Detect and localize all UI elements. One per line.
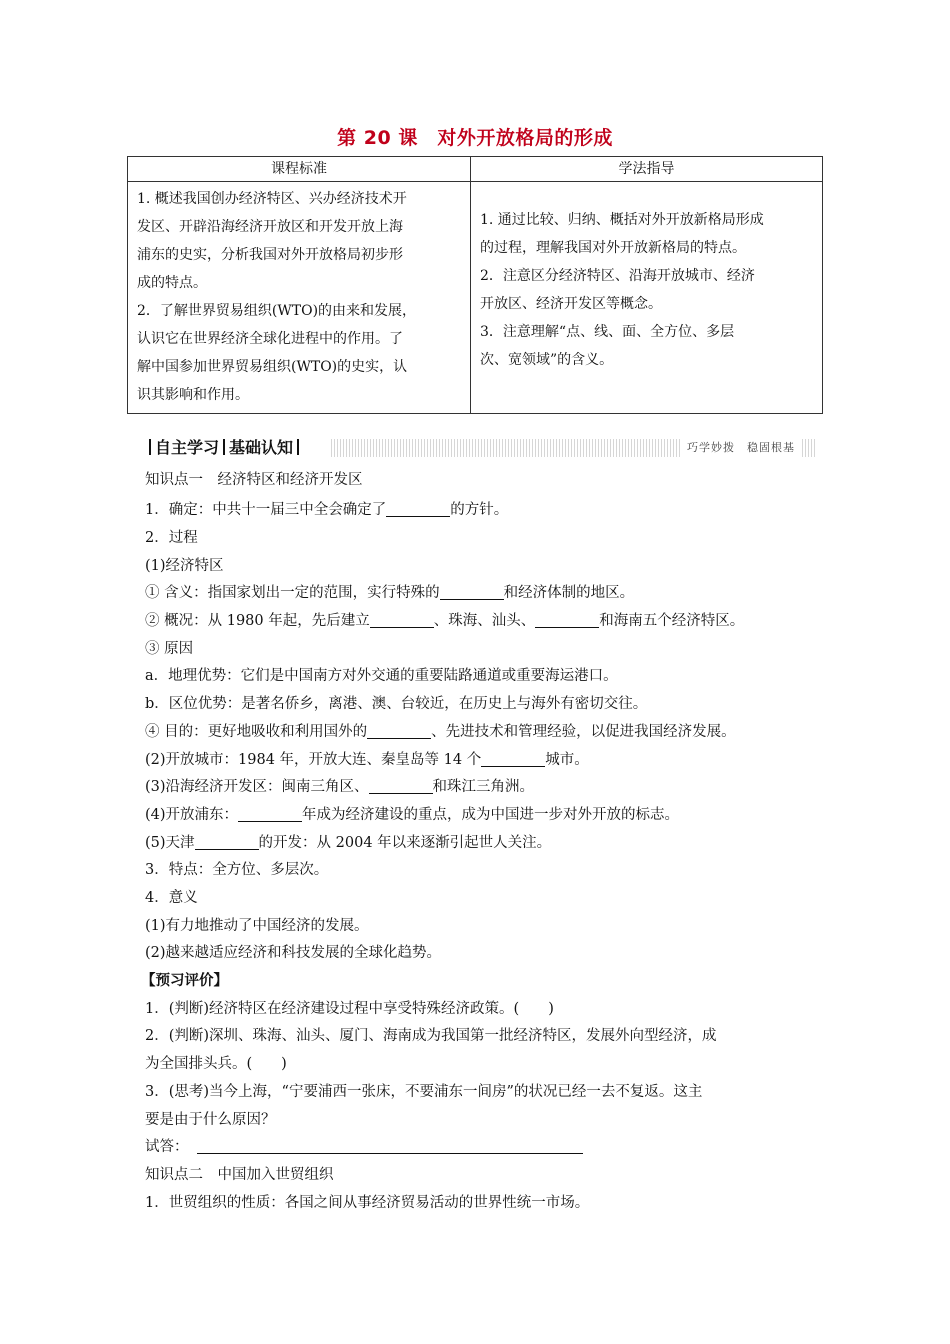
- text-segment: 城市。: [545, 752, 589, 768]
- text-segment: 要是由于什么原因？: [145, 1112, 276, 1128]
- text-segment: ④ 目的：更好地吸收和利用国外的: [145, 724, 368, 740]
- text-segment: 3．特点：全方位、多层次。: [145, 862, 329, 878]
- fill-blank[interactable]: [370, 612, 434, 628]
- guidance-line: 2．注意区分经济特区、沿海开放城市、经济: [480, 268, 755, 284]
- text-line: [145, 1052, 287, 1073]
- text-segment: ① 含义：指国家划出一定的范围，实行特殊的: [145, 585, 440, 601]
- banner-tag: 巧学妙拨 稳固根基: [681, 439, 801, 457]
- text-line: [145, 1080, 702, 1101]
- standard-line: 认识它在世界经济全球化进程中的作用。了: [137, 331, 403, 347]
- banner-part1: 自主学习: [155, 438, 220, 457]
- guidance-line: 3．注意理解“点、线、面、全方位、多层: [480, 324, 735, 340]
- standard-line: 1. 概述我国创办经济特区、兴办经济技术开: [137, 191, 407, 207]
- text-line: [145, 581, 634, 602]
- text-line: [145, 1108, 276, 1129]
- text-line: [145, 886, 198, 907]
- text-segment: 、先进技术和管理经验，以促进我国经济发展。: [431, 724, 736, 740]
- text-line: [145, 1135, 583, 1156]
- table-header-row: [128, 157, 823, 182]
- text-segment: 1．世贸组织的性质：各国之间从事经济贸易活动的世界性统一市场。: [145, 1195, 590, 1211]
- text-line: [145, 1024, 717, 1045]
- text-segment: 、珠海、汕头、: [433, 613, 536, 629]
- divider-bar: [297, 439, 299, 455]
- text-segment: 【预习评价】: [141, 972, 228, 989]
- text-segment: (1)经济特区: [145, 558, 224, 574]
- answer-line[interactable]: [197, 1138, 583, 1154]
- standard-line: 解中国参加世界贸易组织(WTO)的史实，认: [137, 359, 408, 375]
- text-segment: 试答：: [145, 1139, 189, 1155]
- fill-blank[interactable]: [386, 501, 450, 517]
- text-line: [145, 831, 551, 852]
- standard-line: 识其影响和作用。: [137, 387, 249, 403]
- header-standard: 课程标准: [128, 157, 471, 182]
- text-segment: (4)开放浦东：: [145, 807, 239, 823]
- text-line: [145, 775, 534, 796]
- text-segment: 4．意义: [145, 890, 198, 906]
- text-segment: 和海南五个经济特区。: [599, 613, 745, 629]
- fill-blank[interactable]: [195, 834, 259, 850]
- standard-line: 浦东的史实，分析我国对外开放格局初步形: [137, 247, 403, 263]
- text-segment: (2)越来越适应经济和科技发展的全球化趋势。: [145, 945, 442, 961]
- text-line: [145, 803, 679, 824]
- text-line: [145, 748, 589, 769]
- text-segment: 1．(判断)经济特区在经济建设过程中享受特殊经济政策。( ): [145, 1001, 554, 1017]
- text-segment: 2．(判断)深圳、珠海、汕头、厦门、海南成为我国第一批经济特区，发展外向型经济，成: [145, 1028, 717, 1044]
- text-line: [145, 554, 224, 575]
- guidance-line: 的过程，理解我国对外开放新格局的特点。: [480, 240, 746, 256]
- text-segment: (1)有力地推动了中国经济的发展。: [145, 918, 369, 934]
- text-segment: 为全国排头兵。( ): [145, 1056, 287, 1072]
- text-segment: 的方针。: [450, 502, 509, 518]
- text-line: [145, 941, 441, 962]
- table-row: [128, 182, 823, 414]
- text-segment: 2．过程: [145, 530, 198, 546]
- banner-heading: [145, 437, 303, 459]
- text-line: [145, 858, 328, 879]
- fill-blank[interactable]: [238, 806, 302, 822]
- text-segment: 知识点一 经济特区和经济开发区: [145, 472, 363, 488]
- text-line: [145, 637, 193, 658]
- text-line: [145, 1163, 334, 1184]
- text-line: [145, 914, 369, 935]
- text-line: [141, 969, 228, 990]
- standard-line: 发区、开辟沿海经济开放区和开发开放上海: [137, 219, 403, 235]
- text-line: [145, 720, 736, 741]
- text-line: [145, 664, 618, 685]
- text-segment: 年成为经济建设的重点，成为中国进一步对外开放的标志。: [302, 807, 680, 823]
- guidance-line: 1. 通过比较、归纳、概括对外开放新格局形成: [480, 212, 764, 228]
- standard-line: 2．了解世界贸易组织(WTO)的由来和发展，: [137, 303, 417, 319]
- divider-bar: [149, 439, 151, 455]
- fill-blank[interactable]: [535, 612, 599, 628]
- text-line: [145, 526, 198, 547]
- guidance-cell: [471, 182, 823, 414]
- standard-line: 成的特点。: [137, 275, 207, 291]
- header-guidance: 学法指导: [471, 157, 823, 182]
- text-segment: ③ 原因: [145, 641, 194, 657]
- text-segment: 1．确定：中共十一届三中全会确定了: [145, 502, 387, 518]
- text-segment: 的开发：从 2004 年以来逐渐引起世人关注。: [258, 835, 552, 851]
- text-line: [145, 692, 647, 713]
- text-segment: 知识点二 中国加入世贸组织: [145, 1167, 334, 1183]
- standard-cell: [128, 182, 471, 414]
- guidance-line: 开放区、经济开发区等概念。: [480, 296, 662, 312]
- section-banner: [145, 437, 815, 459]
- divider-bar: [223, 439, 225, 455]
- curriculum-table: [127, 156, 823, 414]
- text-line: [145, 609, 744, 630]
- text-segment: (2)开放城市：1984 年，开放大连、秦皇岛等 14 个: [145, 752, 482, 768]
- fill-blank[interactable]: [440, 584, 504, 600]
- text-segment: b．区位优势：是著名侨乡，离港、澳、台较近，在历史上与海外有密切交往。: [145, 696, 648, 712]
- text-segment: 3．(思考)当今上海，“宁要浦西一张床，不要浦东一间房”的状况已经一去不复返。这主: [145, 1084, 703, 1100]
- fill-blank[interactable]: [367, 723, 431, 739]
- fill-blank[interactable]: [481, 751, 545, 767]
- text-segment: ② 概况：从 1980 年起，先后建立: [145, 613, 370, 629]
- guidance-line: 次、宽领域”的含义。: [480, 352, 614, 368]
- text-segment: (5)天津: [145, 835, 195, 851]
- page-title: 第 20 课 对外开放格局的形成: [337, 127, 613, 149]
- text-segment: a．地理优势：它们是中国南方对外交通的重要陆路通道或重要海运港口。: [145, 668, 618, 684]
- text-segment: 和经济体制的地区。: [503, 585, 635, 601]
- text-line: [145, 997, 554, 1018]
- text-segment: 和珠江三角洲。: [432, 779, 535, 795]
- text-line: [145, 1191, 589, 1212]
- text-line: [145, 498, 508, 519]
- banner-part2: 基础认知: [229, 438, 294, 457]
- fill-blank[interactable]: [369, 778, 433, 794]
- text-segment: (3)沿海经济开发区：闽南三角区、: [145, 779, 369, 795]
- text-line: [145, 468, 363, 489]
